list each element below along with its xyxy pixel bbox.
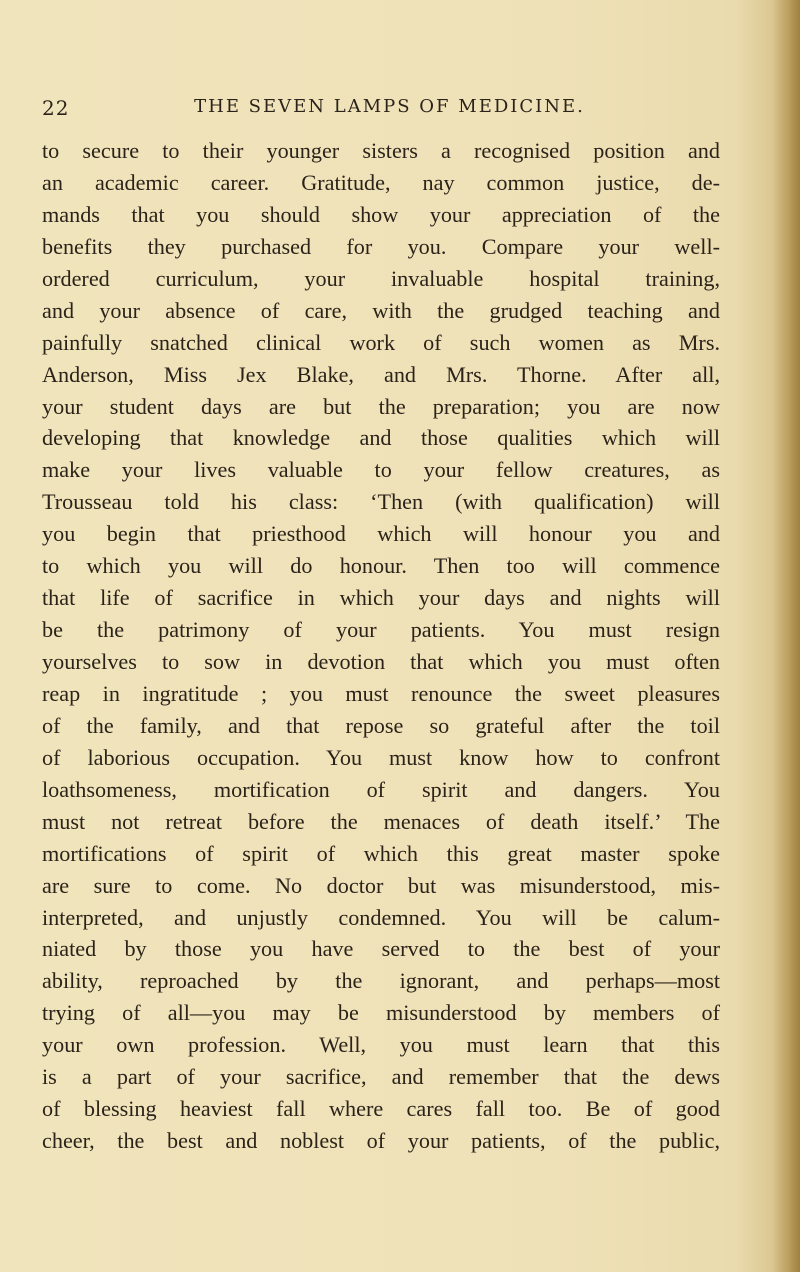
text-line: mortifications of spirit of which this great master spoke (42, 840, 720, 866)
text-line: that life of sacrifice in which your days and nights will (42, 585, 720, 611)
text-line: to secure to their younger sisters a recognised position and (42, 138, 720, 163)
text-line: reap in ingratitude ; you must renounce the sweet pleasures (42, 680, 720, 706)
text-line: ordered curriculum, your invaluable hospital training, (42, 265, 720, 291)
text-line: of laborious occupation. You must know how to confront (42, 744, 720, 770)
text-line: ability, reproached by the ignorant, and perhaps—most (42, 968, 720, 994)
page-header (42, 96, 717, 124)
text-line: are sure to come. No doctor but was misunderstood, mis- (42, 872, 720, 898)
text-line: developing that knowledge and those qualities which will (42, 425, 720, 451)
text-line: an academic career. Gratitude, nay common justice, de- (42, 169, 720, 195)
text-line: to which you will do honour. Then too will commence (42, 553, 720, 579)
text-line: your own profession. Well, you must learn that this (42, 1032, 720, 1058)
text-line: benefits they purchased for you. Compare your well- (42, 233, 720, 259)
text-line: painfully snatched clinical work of such women as Mrs. (42, 329, 720, 355)
text-line: loathsomeness, mortification of spirit and dangers. You (42, 776, 720, 802)
text-line: your student days are but the preparation; you are now (42, 393, 720, 419)
text-line: must not retreat before the menaces of death itself.’ The (42, 808, 720, 834)
text-line: interpreted, and unjustly condemned. You will be calum- (42, 904, 720, 930)
body-text (42, 135, 720, 1157)
running-title: THE SEVEN LAMPS OF MEDICINE. (194, 96, 585, 117)
text-line: and your absence of care, with the grudged teaching and (42, 297, 720, 323)
text-line: yourselves to sow in devotion that which you must often (42, 649, 720, 674)
text-line: is a part of your sacrifice, and remember that the dews (42, 1064, 720, 1090)
text-line: Trousseau told his class: ‘Then (with qualification) will (42, 489, 720, 515)
page-edge-shadow (772, 0, 800, 1272)
text-line: niated by those you have served to the best of your (42, 936, 720, 962)
text-line: of the family, and that repose so grateful after the toil (42, 712, 720, 738)
page-number: 22 (42, 96, 70, 120)
text-line: be the patrimony of your patients. You must resign (42, 617, 720, 643)
text-line: of blessing heaviest fall where cares fall too. Be of good (42, 1096, 720, 1122)
text-line: cheer, the best and noblest of your patients, of the public, (42, 1128, 720, 1154)
text-line: mands that you should show your appreciation of the (42, 201, 720, 227)
text-line: make your lives valuable to your fellow creatures, as (42, 457, 720, 483)
text-line: Anderson, Miss Jex Blake, and Mrs. Thorne. After all, (42, 361, 720, 387)
text-line: trying of all—you may be misunderstood by members of (42, 1000, 720, 1026)
text-line: you begin that priesthood which will honour you and (42, 521, 720, 547)
